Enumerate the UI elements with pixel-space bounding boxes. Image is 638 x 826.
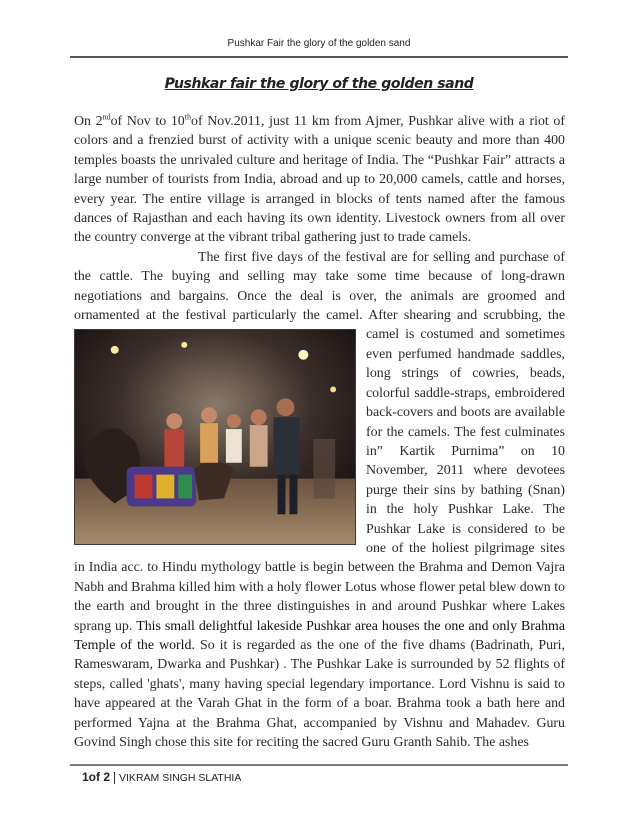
festival-text: camel is costumed and sometimes even perfumed handmade saddles, long strings of cowries, beads, colorful saddle-straps, embroidered back-covers and boots are available for the camels. The fest culminates in” Kartik Purnima” on 10 November, 2011 where devotees purge their sins by bathing (Snan) in the holy Pushkar Lake. The Pushkar Lake is considered to be one of the holiest pilgrimage sites in India acc. to Hindu mythology battle is begin between the Brahma and Demon Vajra Nabh and Brahma killed him with a holy flower Lotus whose flower petal blew down to the earth and brought in the three distinguishes in and around Pushkar where Lakes sprang up.: [74, 327, 565, 634]
ordinal-suffix: th: [184, 112, 191, 122]
paragraph-intro: [74, 112, 565, 248]
intro-text-middle: of Nov to 10: [110, 114, 185, 129]
paragraph-festival: [74, 248, 565, 753]
footer-separator: [114, 772, 115, 784]
footer: [82, 770, 241, 784]
fair-photo: [74, 329, 356, 545]
article-body: [74, 112, 565, 752]
festival-text-tail: So it is regarded as the one of the five dhams (Badrinath, Puri, Rameswaram, Dwarka and Pushkar) . The Pushkar Lake is surrounded by 52 flights of steps, called 'ghats', many having special legendary importance. Lord Vishnu is said to have appeared at the Varah Ghat in the form of a boar. Brahma took a bath here and performed Yajna at the Brahma Ghat, accompanied by Vishnu and Mahadev. Guru Govind Singh chose this site for reciting the sacred Guru Granth Sahib. The ashes: [74, 637, 565, 750]
document-title: Pushkar fair the glory of the golden sand: [164, 76, 474, 92]
ordinal-suffix: nd: [102, 112, 111, 122]
author-name: VIKRAM SINGH SLATHIA: [119, 772, 242, 784]
festival-text-start: The first five days of the festival are for selling and purchase of the cattle. The buying and selling may take some time because of long-drawn negotiations and bargains. Once the deal is over, the animals are groomed and ornamented at the festival particularly the camel. After shearing and scrubbing, the: [74, 249, 565, 324]
footer-rule: [70, 764, 568, 766]
intro-text-start: On 2: [74, 114, 103, 129]
running-header: Pushkar Fair the glory of the golden sand: [227, 38, 411, 49]
page-number: 1of 2: [82, 770, 111, 784]
highlight-sentence: This small delightful lakeside Pushkar area houses the one and only Brahma Temple of the world.: [74, 618, 565, 653]
header-rule: [70, 56, 568, 58]
intro-text-rest: of Nov.2011, just 11 km from Ajmer, Pushkar alive with a riot of colors and a frenzied burst of activity with a unique scenic beauty and more than 400 temples boasts the unrivaled culture and heritage of India. The “Pushkar Fair” attracts a large number of tourists from India, abroad and up to 20,000 camels, cattle and horses, every year. The entire village is arranged in blocks of tents named after the famous dances of Rajasthan and each having its own identity. Livestock owners from all over the country converge at the vibrant tribal gathering just to trade camels.: [74, 114, 566, 246]
